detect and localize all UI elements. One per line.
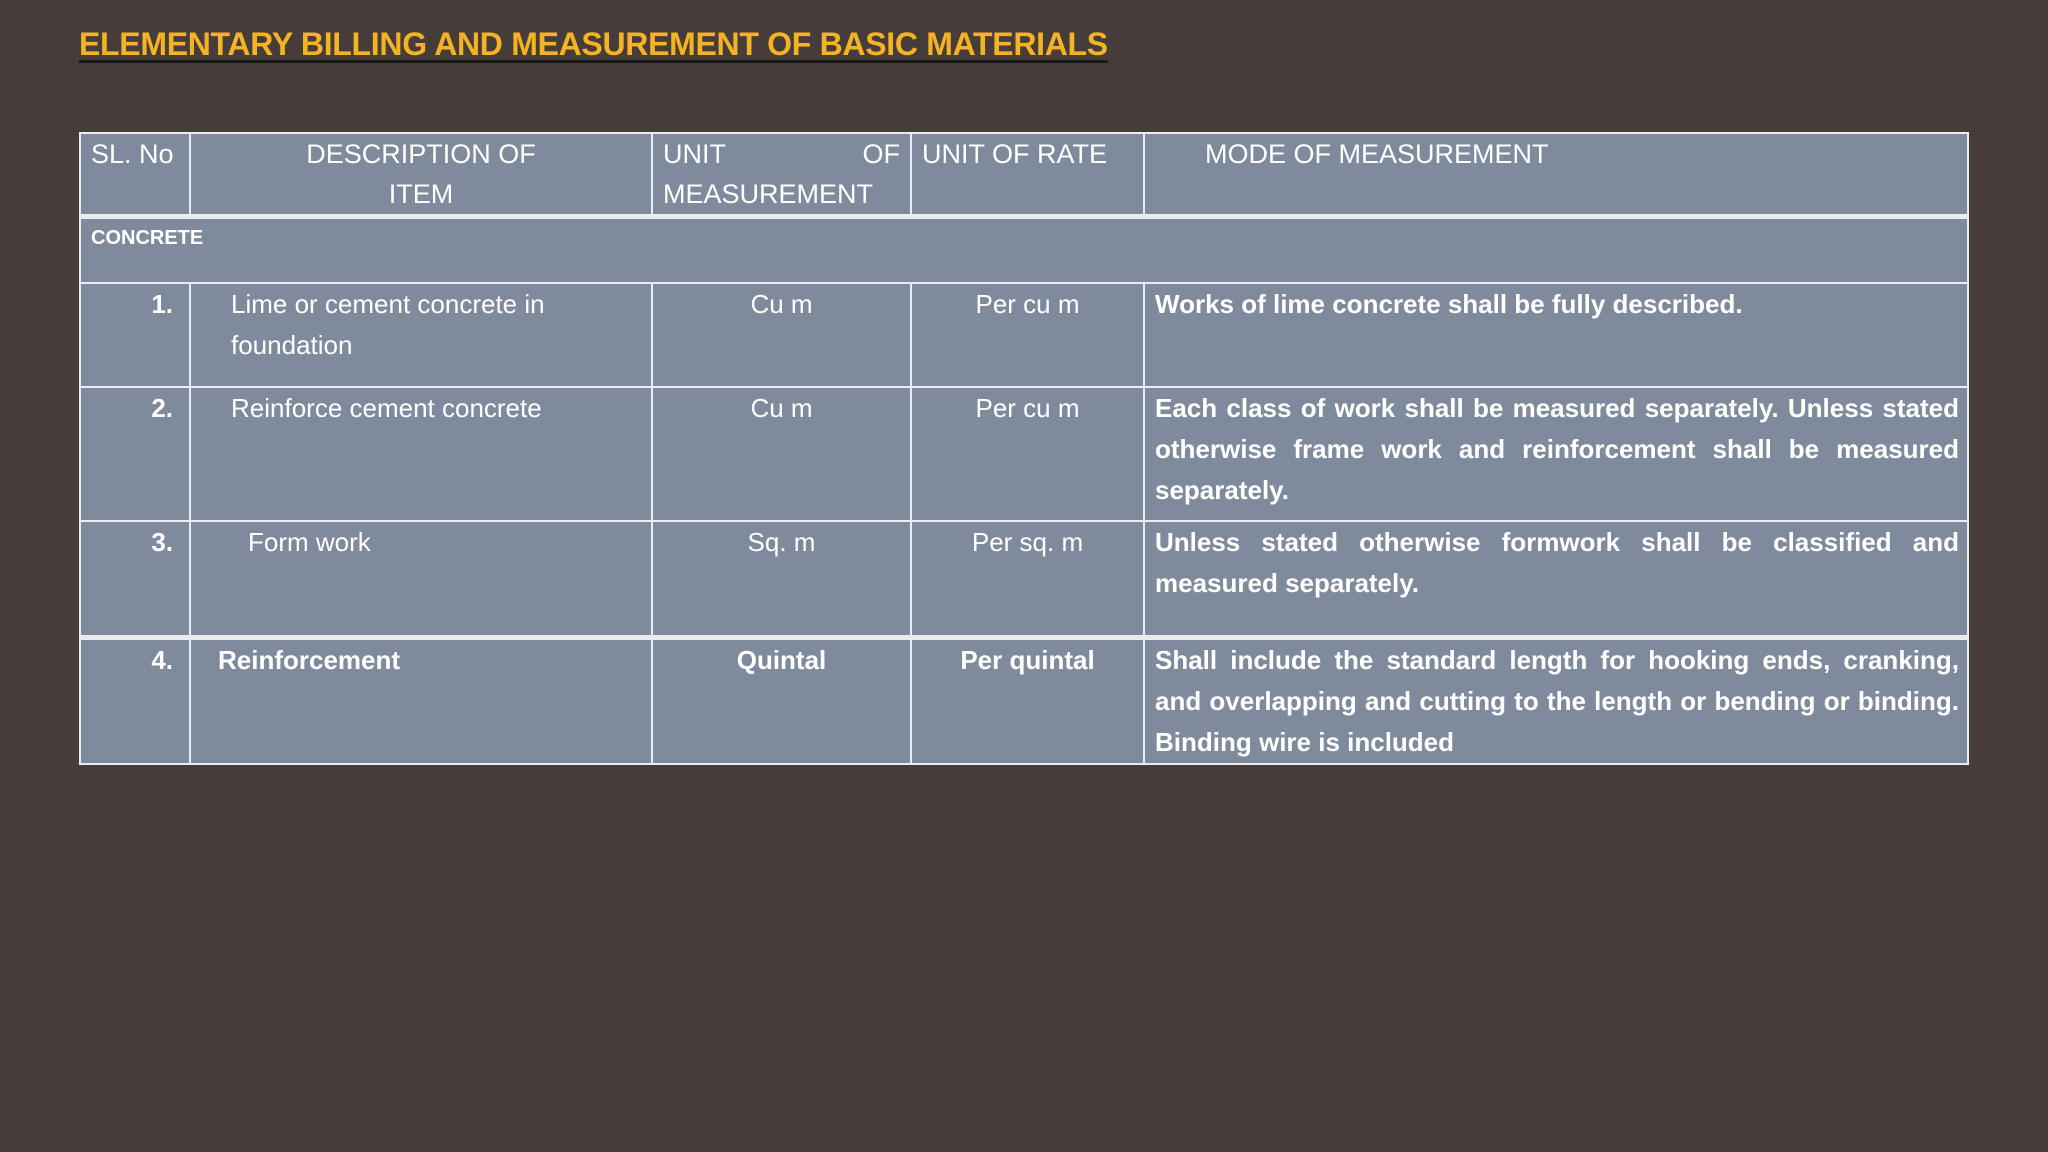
- row-description: Lime or cement concrete in foundation: [190, 283, 652, 387]
- header-mode-label: MODE OF MEASUREMENT: [1205, 139, 1549, 169]
- header-description: [190, 133, 652, 217]
- header-sl-no: [80, 133, 190, 217]
- row-rate: Per cu m: [911, 387, 1144, 521]
- row-rate: Per cu m: [911, 283, 1144, 387]
- row-unit: Sq. m: [652, 521, 911, 638]
- measurement-table: [79, 132, 1969, 765]
- header-mode: [1144, 133, 1968, 217]
- header-unit-of-rate: [911, 133, 1144, 217]
- row-description: Reinforcement: [190, 638, 652, 765]
- header-sl-no-label: SL. No: [91, 139, 174, 169]
- header-description-line2: ITEM: [388, 179, 454, 209]
- row-mode: Each class of work shall be measured separately. Unless stated otherwise frame work and reinforcement shall be measured separately.: [1144, 387, 1968, 521]
- row-rate: Per quintal: [911, 638, 1144, 765]
- row-unit: Cu m: [652, 387, 911, 521]
- header-unit-of-rate-label: UNIT OF RATE: [922, 139, 1108, 169]
- header-unit-of: OF: [862, 139, 900, 169]
- row-sl: 2.: [80, 387, 190, 521]
- row-sl: 4.: [80, 638, 190, 765]
- page-title: ELEMENTARY BILLING AND MEASUREMENT OF BASIC MATERIALS: [79, 26, 1108, 62]
- table-row: [80, 638, 1968, 765]
- header-unit-of-measurement: [652, 133, 911, 217]
- row-rate: Per sq. m: [911, 521, 1144, 638]
- header-unit-word: UNIT: [663, 139, 726, 169]
- row-mode: Unless stated otherwise formwork shall be classified and measured separately.: [1144, 521, 1968, 638]
- row-sl: 3.: [80, 521, 190, 638]
- row-description: Reinforce cement concrete: [190, 387, 652, 521]
- table-row: [80, 521, 1968, 638]
- row-unit: Cu m: [652, 283, 911, 387]
- section-row: [80, 217, 1968, 283]
- section-label: CONCRETE: [80, 217, 1968, 283]
- row-sl: 1.: [80, 283, 190, 387]
- table-row: [80, 387, 1968, 521]
- row-mode: Works of lime concrete shall be fully described.: [1144, 283, 1968, 387]
- table-header-row: [80, 133, 1968, 217]
- row-description: Form work: [190, 521, 652, 638]
- header-description-line1: DESCRIPTION OF: [306, 139, 536, 169]
- table-row: [80, 283, 1968, 387]
- row-mode: Shall include the standard length for hooking ends, cranking, and overlapping and cutting to the length or bending or binding. Binding wire is included: [1144, 638, 1968, 765]
- header-unit-measurement: MEASUREMENT: [663, 179, 874, 209]
- row-unit: Quintal: [652, 638, 911, 765]
